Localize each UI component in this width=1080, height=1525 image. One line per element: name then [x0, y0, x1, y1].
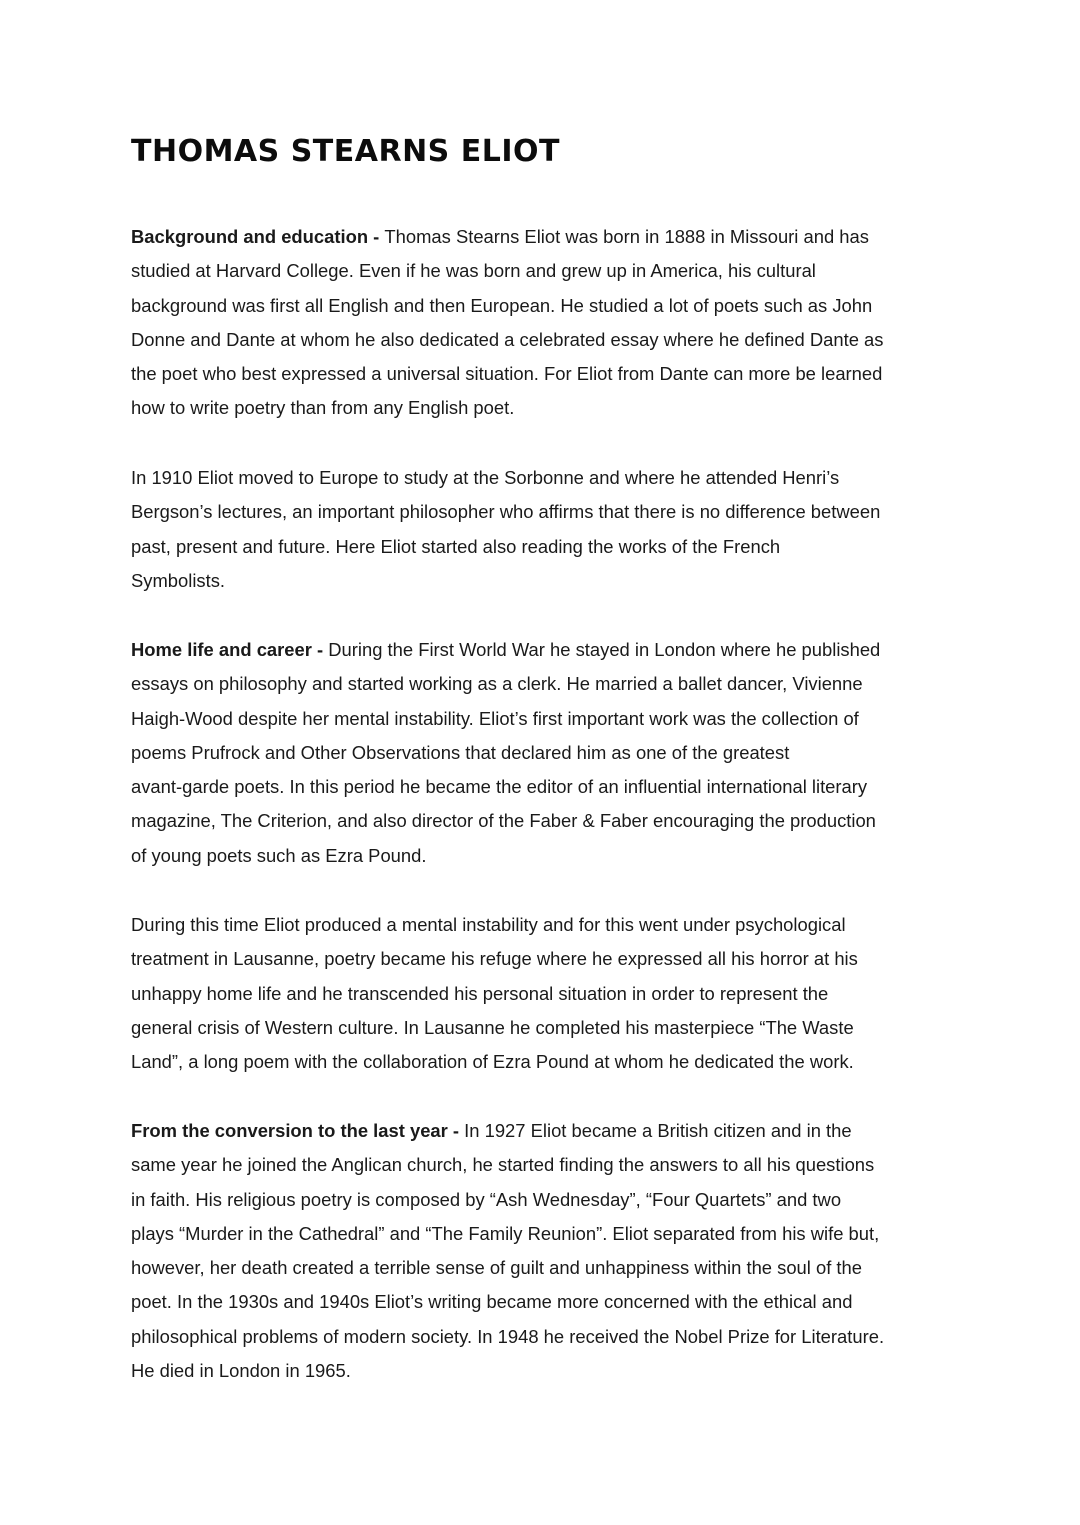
text-line: background was first all English and then European. He studied a lot of poets such as John	[131, 294, 873, 316]
paragraph-background-education	[131, 220, 961, 426]
text-line: studied at Harvard College. Even if he was born and grew up in America, his cultural	[131, 260, 816, 282]
text-line: general crisis of Western culture. In Lausanne he completed his masterpiece “The Waste	[131, 1016, 854, 1038]
text-line: essays on philosophy and started working as a clerk. He married a ballet dancer, Vivienne	[131, 673, 863, 695]
paragraph-europe-move	[131, 461, 961, 598]
line-text: In 1927 Eliot became a British citizen and in the	[464, 1120, 852, 1141]
text-line: Land”, a long poem with the collaboration of Ezra Pound at whom he dedicated the work.	[131, 1051, 854, 1073]
text-line: Donne and Dante at whom he also dedicated a celebrated essay where he defined Dante as	[131, 328, 884, 350]
line-text: During the First World War he stayed in London where he published	[328, 639, 881, 660]
text-line: same year he joined the Anglican church, he started finding the answers to all his questions	[131, 1154, 875, 1176]
text-line: plays “Murder in the Cathedral” and “The Family Reunion”. Eliot separated from his wife but,	[131, 1222, 880, 1244]
text-line	[131, 633, 961, 667]
text-line: He died in London in 1965.	[131, 1360, 351, 1382]
document-title: THOMAS STEARNS ELIOT	[131, 134, 560, 169]
line-text: Thomas Stearns Eliot was born in 1888 in Missouri and has	[384, 226, 869, 247]
section-heading: Background and education -	[131, 226, 385, 247]
paragraph-conversion-last-year	[131, 1114, 961, 1388]
paragraph-home-life-career	[131, 633, 961, 873]
paragraph-lausanne	[131, 908, 961, 1079]
text-line: the poet who best expressed a universal situation. For Eliot from Dante can more be learned	[131, 363, 883, 385]
text-line: treatment in Lausanne, poetry became his refuge where he expressed all his horror at his	[131, 948, 858, 970]
text-line: magazine, The Criterion, and also director of the Faber & Faber encouraging the production	[131, 810, 876, 832]
text-line: In 1910 Eliot moved to Europe to study at the Sorbonne and where he attended Henri’s	[131, 467, 840, 488]
text-line: philosophical problems of modern society. In 1948 he received the Nobel Prize for Literature.	[131, 1325, 885, 1347]
section-heading: From the conversion to the last year -	[131, 1120, 465, 1141]
text-line: avant-garde poets. In this period he became the editor of an influential international literary	[131, 776, 868, 798]
text-line: poems Prufrock and Other Observations that declared him as one of the greatest	[131, 741, 790, 763]
text-line: of young poets such as Ezra Pound.	[131, 844, 427, 866]
text-line: unhappy home life and he transcended his personal situation in order to represent the	[131, 982, 829, 1004]
text-line: Symbolists.	[131, 569, 226, 591]
text-line: Haigh-Wood despite her mental instability. Eliot’s first important work was the collection of	[131, 707, 859, 729]
text-line: past, present and future. Here Eliot started also reading the works of the French	[131, 535, 781, 557]
text-line: however, her death created a terrible sense of guilt and unhappiness within the soul of the	[131, 1257, 862, 1279]
section-heading: Home life and career -	[131, 639, 329, 660]
text-line	[131, 220, 961, 254]
text-line	[131, 1114, 961, 1148]
text-line: During this time Eliot produced a mental instability and for this went under psychological	[131, 914, 846, 935]
text-line: Bergson’s lectures, an important philosopher who affirms that there is no difference between	[131, 501, 881, 523]
text-line: how to write poetry than from any English poet.	[131, 397, 515, 419]
text-line: poet. In the 1930s and 1940s Eliot’s writing became more concerned with the ethical and	[131, 1291, 853, 1313]
text-line: in faith. His religious poetry is composed by “Ash Wednesday”, “Four Quartets” and two	[131, 1188, 842, 1210]
